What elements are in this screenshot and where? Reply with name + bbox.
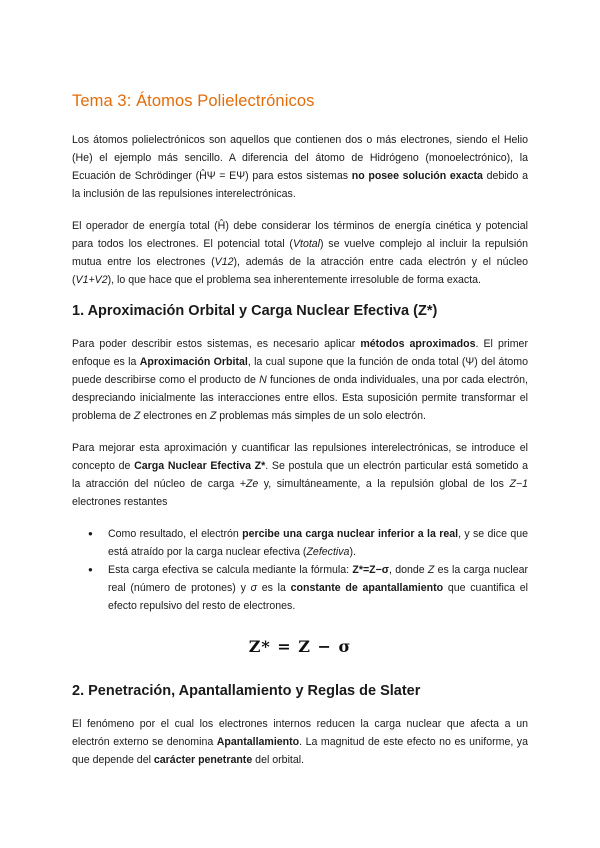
section-2-heading: 2. Penetración, Apantallamiento y Reglas de Slater xyxy=(72,683,421,699)
intro-paragraph-2: El operador de energía total (Ĥ) debe considerar los términos de energía cinética y potencial para todos los electrones. El potencial total (Vtotal) se vuelve complejo al incluir la repulsión mutua entre los electrones (V12), además de la atracción entre cada electrón y el núcleo (V1+V2), lo que hace que el problema sea inherentemente irresoluble de forma exacta. xyxy=(72,220,529,286)
section-2-paragraph-1: El fenómeno por el cual los electrones internos reducen la carga nuclear que afecta a un electrón externo se denomina Apantallamiento. La magnitud de este efecto no es uniforme, ya que depende del carácter penetrante del orbital. xyxy=(72,718,528,766)
intro-paragraph-1: Los átomos polielectrónicos son aquellos que contienen dos o más electrones, siendo el Helio (He) el ejemplo más sencillo. A diferencia del átomo de Hidrógeno (monoelectrónico), la Ecuación de Schrödinger (ĤΨ = EΨ) para estos sistemas no posee solución exacta debido a la inclusión de las repulsiones interelectrónicas. xyxy=(72,134,528,200)
section-1-paragraph-2: Para mejorar esta aproximación y cuantificar las repulsiones interelectrónicas, se introduce el concepto de Carga Nuclear Efectiva Z*. Se postula que un electrón particular está sometido a la atracción del núcleo de carga +Ze y, simultáneamente, a la repulsión global de los Z−1 electrones restantes xyxy=(72,442,528,508)
handwritten-formula xyxy=(72,637,528,663)
list-item: ● Como resultado, el electrón percibe una carga nuclear inferior a la real, y se dice que está atraído por la carga nuclear efectiva (Zefectiva). xyxy=(108,525,528,561)
section-1-paragraph-1: Para poder describir estos sistemas, es necesario aplicar métodos aproximados. El primer enfoque es la Aproximación Orbital, la cual supone que la función de onda total (Ψ) del átomo puede describirse como el producto de N funciones de onda individuales, una por cada electrón, despreciando inicialmente las interacciones entre ellos. Esta suposición permite transformar el problema de Z electrones en Z problemas más simples de un solo electrón. xyxy=(72,338,529,422)
page-title: Tema 3: Átomos Polielectrónicos xyxy=(72,92,315,110)
list-item: ● Esta carga efectiva se calcula mediante la fórmula: Z*=Z−σ, donde Z es la carga nuclear real (número de protones) y σ es la constante de apantallamiento que cuantifica el efecto repulsivo del resto de electrones. xyxy=(108,561,528,615)
bullet-list xyxy=(72,525,528,615)
section-1-heading: 1. Aproximación Orbital y Carga Nuclear Efectiva (Z*) xyxy=(72,303,438,319)
formula-text: Z* = Z − σ xyxy=(248,637,352,656)
